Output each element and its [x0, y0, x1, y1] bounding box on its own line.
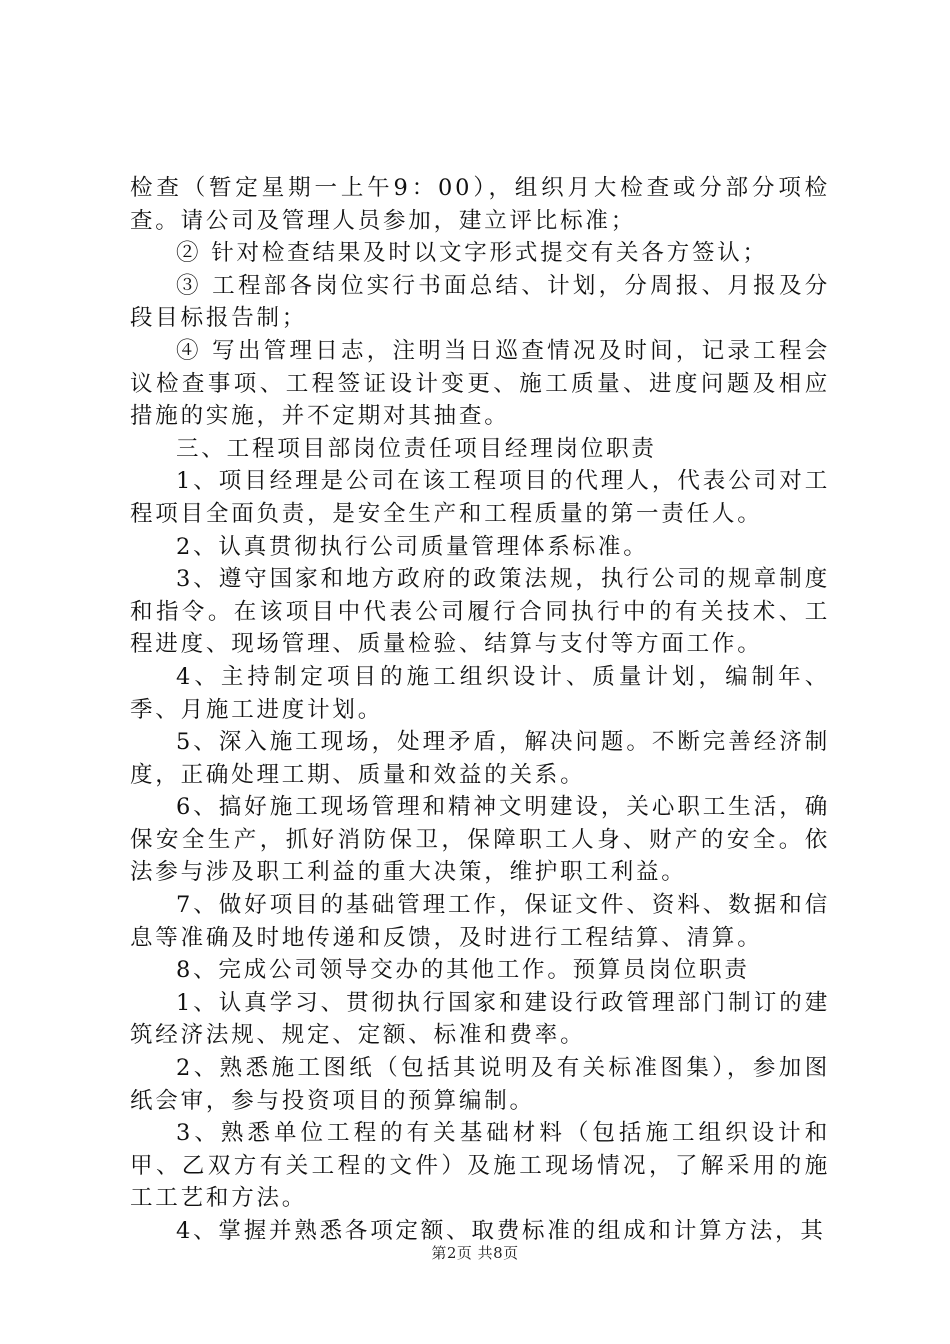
paragraph-item-2-signoff: ② 针对检查结果及时以文字形式提交有关各方签认；	[176, 240, 768, 267]
paragraph-pm-duty-8: 8、完成公司领导交办的其他工作。预算员岗位职责	[176, 957, 750, 984]
page-number-footer: 第2页 共8页	[431, 1244, 519, 1262]
document-body	[130, 172, 830, 1248]
paragraph-item-4-log: ④ 写出管理日志，注明当日巡查情况及时间，记录工程会议检查事项、工程签证设计变更、施工质量、进度问题及相应措施的实施，并不定期对其抽查。	[130, 337, 830, 430]
paragraph-budget-duty-4: 4、掌握并熟悉各项定额、取费标准的组成和计算方法，其	[176, 1218, 826, 1244]
paragraph-item-3-reports: ③ 工程部各岗位实行书面总结、计划，分周报、月报及分段目标报告制；	[130, 272, 830, 332]
paragraph-pm-duty-6: 6、搞好施工现场管理和精神文明建设，关心职工生活，确保安全生产，抓好消防保卫，保障职工人身、财产的安全。依法参与涉及职工利益的重大决策，维护职工利益。	[130, 794, 830, 886]
paragraph-pm-duty-4: 4、主持制定项目的施工组织设计、质量计划，编制年、季、月施工进度计划。	[130, 663, 830, 723]
paragraph-pm-duty-5: 5、深入施工现场，处理矛盾，解决问题。不断完善经济制度，正确处理工期、质量和效益的关系。	[130, 729, 830, 788]
paragraph-budget-duty-2: 2、熟悉施工图纸（包括其说明及有关标准图集），参加图纸会审，参与投资项目的预算编制。	[130, 1055, 830, 1114]
paragraph-pm-duty-1: 1、项目经理是公司在该工程项目的代理人，代表公司对工程项目全面负责，是安全生产和工程质量的第一责任人。	[130, 468, 830, 527]
paragraph-pm-duty-2: 2、认真贯彻执行公司质量管理体系标准。	[176, 533, 649, 560]
paragraph-budget-duty-1: 1、认真学习、贯彻执行国家和建设行政管理部门制订的建筑经济法规、规定、定额、标准和费率。	[130, 989, 830, 1049]
paragraph-pm-duty-3: 3、遵守国家和地方政府的政策法规，执行公司的规章制度和指令。在该项目中代表公司履行合同执行中的有关技术、工程进度、现场管理、质量检验、结算与支付等方面工作。	[130, 566, 830, 658]
paragraph-inspection-schedule: 检查（暂定星期一上午9：00），组织月大检查或分部分项检查。请公司及管理人员参加，建立评比标准；	[130, 175, 830, 234]
paragraph-pm-duty-7: 7、做好项目的基础管理工作，保证文件、资料、数据和信息等准确及时地传递和反馈，及时进行工程结算、清算。	[130, 892, 830, 951]
paragraph-budget-duty-3: 3、熟悉单位工程的有关基础材料（包括施工组织设计和甲、乙双方有关工程的文件）及施工现场情况，了解采用的施工工艺和方法。	[130, 1120, 830, 1212]
section-heading-project-manager: 三、工程项目部岗位责任项目经理岗位职责	[176, 435, 657, 462]
